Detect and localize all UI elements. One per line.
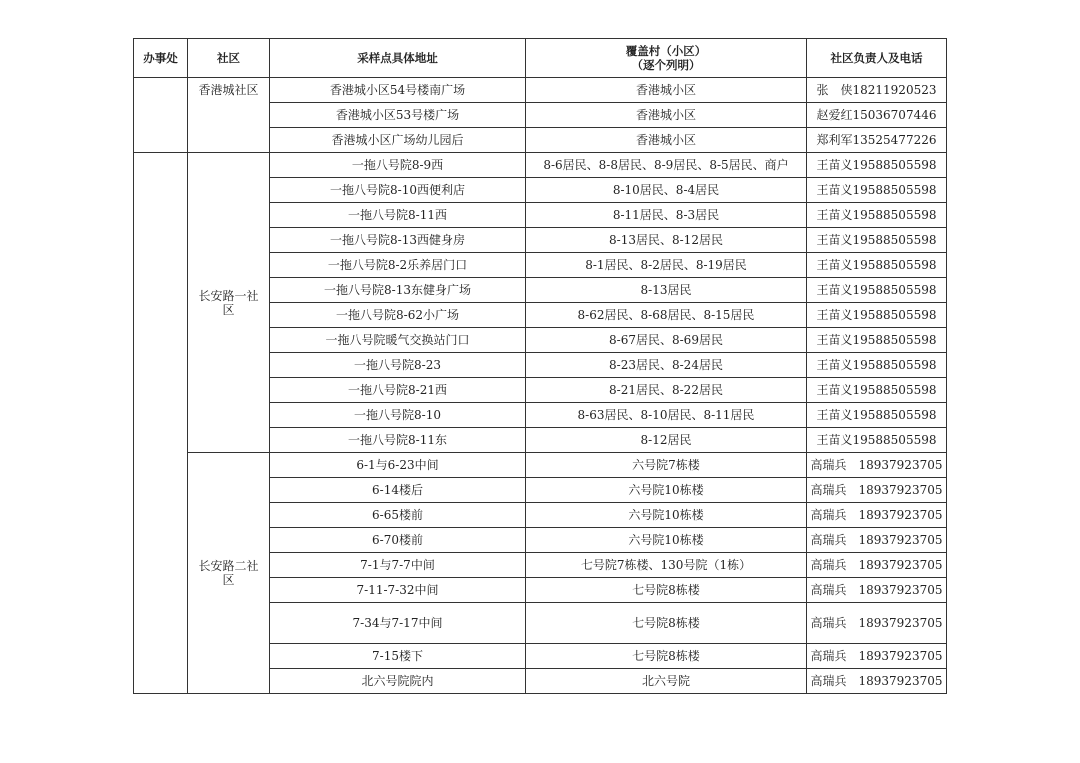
- address-cell: 一拖八号院8-13东健身广场: [270, 278, 526, 303]
- coverage-cell: 8-23居民、8-24居民: [526, 353, 807, 378]
- community-label-line2: 区: [222, 573, 235, 587]
- header-contact: 社区负责人及电话: [807, 39, 947, 78]
- community-label-line2: 区: [222, 302, 235, 317]
- contact-cell: 王苗义19588505598: [807, 228, 947, 253]
- community-label-line1: 长安路一社: [198, 288, 259, 303]
- contact-cell: 王苗义19588505598: [807, 203, 947, 228]
- contact-cell: 高瑞兵 18937923705: [807, 478, 947, 503]
- contact-cell: 高瑞兵 18937923705: [807, 553, 947, 578]
- contact-cell: 王苗义19588505598: [807, 403, 947, 428]
- coverage-cell: 七号院8栋楼: [526, 603, 807, 644]
- table-row: [134, 453, 947, 478]
- contact-cell: 高瑞兵 18937923705: [807, 528, 947, 553]
- office-cell: [134, 78, 188, 153]
- table-row: [134, 153, 947, 178]
- community-cell: 香港城社区: [188, 78, 270, 153]
- coverage-cell: 香港城小区: [526, 78, 807, 103]
- address-cell: 6-65楼前: [270, 503, 526, 528]
- community-label-line1: 长安路二社: [198, 559, 259, 573]
- header-office: 办事处: [134, 39, 188, 78]
- header-coverage-line1: 覆盖村（小区）: [625, 44, 707, 58]
- address-cell: 北六号院院内: [270, 669, 526, 694]
- address-cell: 一拖八号院8-11东: [270, 428, 526, 453]
- header-coverage: [526, 39, 807, 78]
- coverage-cell: 8-63居民、8-10居民、8-11居民: [526, 403, 807, 428]
- address-cell: 一拖八号院8-21西: [270, 378, 526, 403]
- contact-cell: 高瑞兵 18937923705: [807, 644, 947, 669]
- coverage-cell: 六号院10栋楼: [526, 503, 807, 528]
- header-address: 采样点具体地址: [270, 39, 526, 78]
- address-cell: 6-1与6-23中间: [270, 453, 526, 478]
- contact-cell: 王苗义19588505598: [807, 253, 947, 278]
- address-cell: 6-14楼后: [270, 478, 526, 503]
- address-cell: 一拖八号院8-11西: [270, 203, 526, 228]
- contact-cell: 王苗义19588505598: [807, 178, 947, 203]
- contact-cell: 王苗义19588505598: [807, 153, 947, 178]
- contact-cell: 高瑞兵 18937923705: [807, 603, 947, 644]
- coverage-cell: 8-12居民: [526, 428, 807, 453]
- address-cell: 香港城小区54号楼南广场: [270, 78, 526, 103]
- contact-cell: 高瑞兵 18937923705: [807, 578, 947, 603]
- coverage-cell: 七号院8栋楼: [526, 578, 807, 603]
- address-cell: 6-70楼前: [270, 528, 526, 553]
- address-cell: 香港城小区53号楼广场: [270, 103, 526, 128]
- contact-cell: 王苗义19588505598: [807, 328, 947, 353]
- office-cell: [134, 153, 188, 694]
- contact-cell: 赵爱红15036707446: [807, 103, 947, 128]
- address-cell: 7-34与7-17中间: [270, 603, 526, 644]
- coverage-cell: 8-6居民、8-8居民、8-9居民、8-5居民、商户: [526, 153, 807, 178]
- sampling-points-table: [133, 38, 947, 694]
- address-cell: 7-1与7-7中间: [270, 553, 526, 578]
- address-cell: 一拖八号院8-9西: [270, 153, 526, 178]
- coverage-cell: 七号院7栋楼、130号院（1栋）: [526, 553, 807, 578]
- contact-cell: 高瑞兵 18937923705: [807, 453, 947, 478]
- address-cell: 一拖八号院8-10: [270, 403, 526, 428]
- coverage-cell: 8-13居民、8-12居民: [526, 228, 807, 253]
- contact-cell: 张 侠18211920523: [807, 78, 947, 103]
- header-row: [134, 39, 947, 78]
- coverage-cell: 8-10居民、8-4居民: [526, 178, 807, 203]
- coverage-cell: 8-21居民、8-22居民: [526, 378, 807, 403]
- header-coverage-line2: （逐个列明）: [631, 58, 701, 72]
- community-cell: [188, 453, 270, 694]
- coverage-cell: 北六号院: [526, 669, 807, 694]
- coverage-cell: 香港城小区: [526, 103, 807, 128]
- address-cell: 一拖八号院8-2乐养居门口: [270, 253, 526, 278]
- coverage-cell: 8-13居民: [526, 278, 807, 303]
- contact-cell: 郑利军13525477226: [807, 128, 947, 153]
- contact-cell: 王苗义19588505598: [807, 353, 947, 378]
- coverage-cell: 8-67居民、8-69居民: [526, 328, 807, 353]
- address-cell: 一拖八号院8-13西健身房: [270, 228, 526, 253]
- coverage-cell: 8-1居民、8-2居民、8-19居民: [526, 253, 807, 278]
- coverage-cell: 七号院8栋楼: [526, 644, 807, 669]
- address-cell: 一拖八号院8-10西便利店: [270, 178, 526, 203]
- address-cell: 7-15楼下: [270, 644, 526, 669]
- coverage-cell: 六号院10栋楼: [526, 478, 807, 503]
- address-cell: 一拖八号院8-62小广场: [270, 303, 526, 328]
- contact-cell: 高瑞兵 18937923705: [807, 669, 947, 694]
- contact-cell: 王苗义19588505598: [807, 378, 947, 403]
- contact-cell: 王苗义19588505598: [807, 303, 947, 328]
- coverage-cell: 六号院10栋楼: [526, 528, 807, 553]
- coverage-cell: 8-11居民、8-3居民: [526, 203, 807, 228]
- address-cell: 一拖八号院8-23: [270, 353, 526, 378]
- contact-cell: 高瑞兵 18937923705: [807, 503, 947, 528]
- table-row: [134, 78, 947, 103]
- header-community: 社区: [188, 39, 270, 78]
- coverage-cell: 8-62居民、8-68居民、8-15居民: [526, 303, 807, 328]
- coverage-cell: 六号院7栋楼: [526, 453, 807, 478]
- address-cell: 7-11-7-32中间: [270, 578, 526, 603]
- address-cell: 香港城小区广场幼儿园后: [270, 128, 526, 153]
- address-cell: 一拖八号院暖气交换站门口: [270, 328, 526, 353]
- coverage-cell: 香港城小区: [526, 128, 807, 153]
- contact-cell: 王苗义19588505598: [807, 278, 947, 303]
- community-cell: [188, 153, 270, 453]
- contact-cell: 王苗义19588505598: [807, 428, 947, 453]
